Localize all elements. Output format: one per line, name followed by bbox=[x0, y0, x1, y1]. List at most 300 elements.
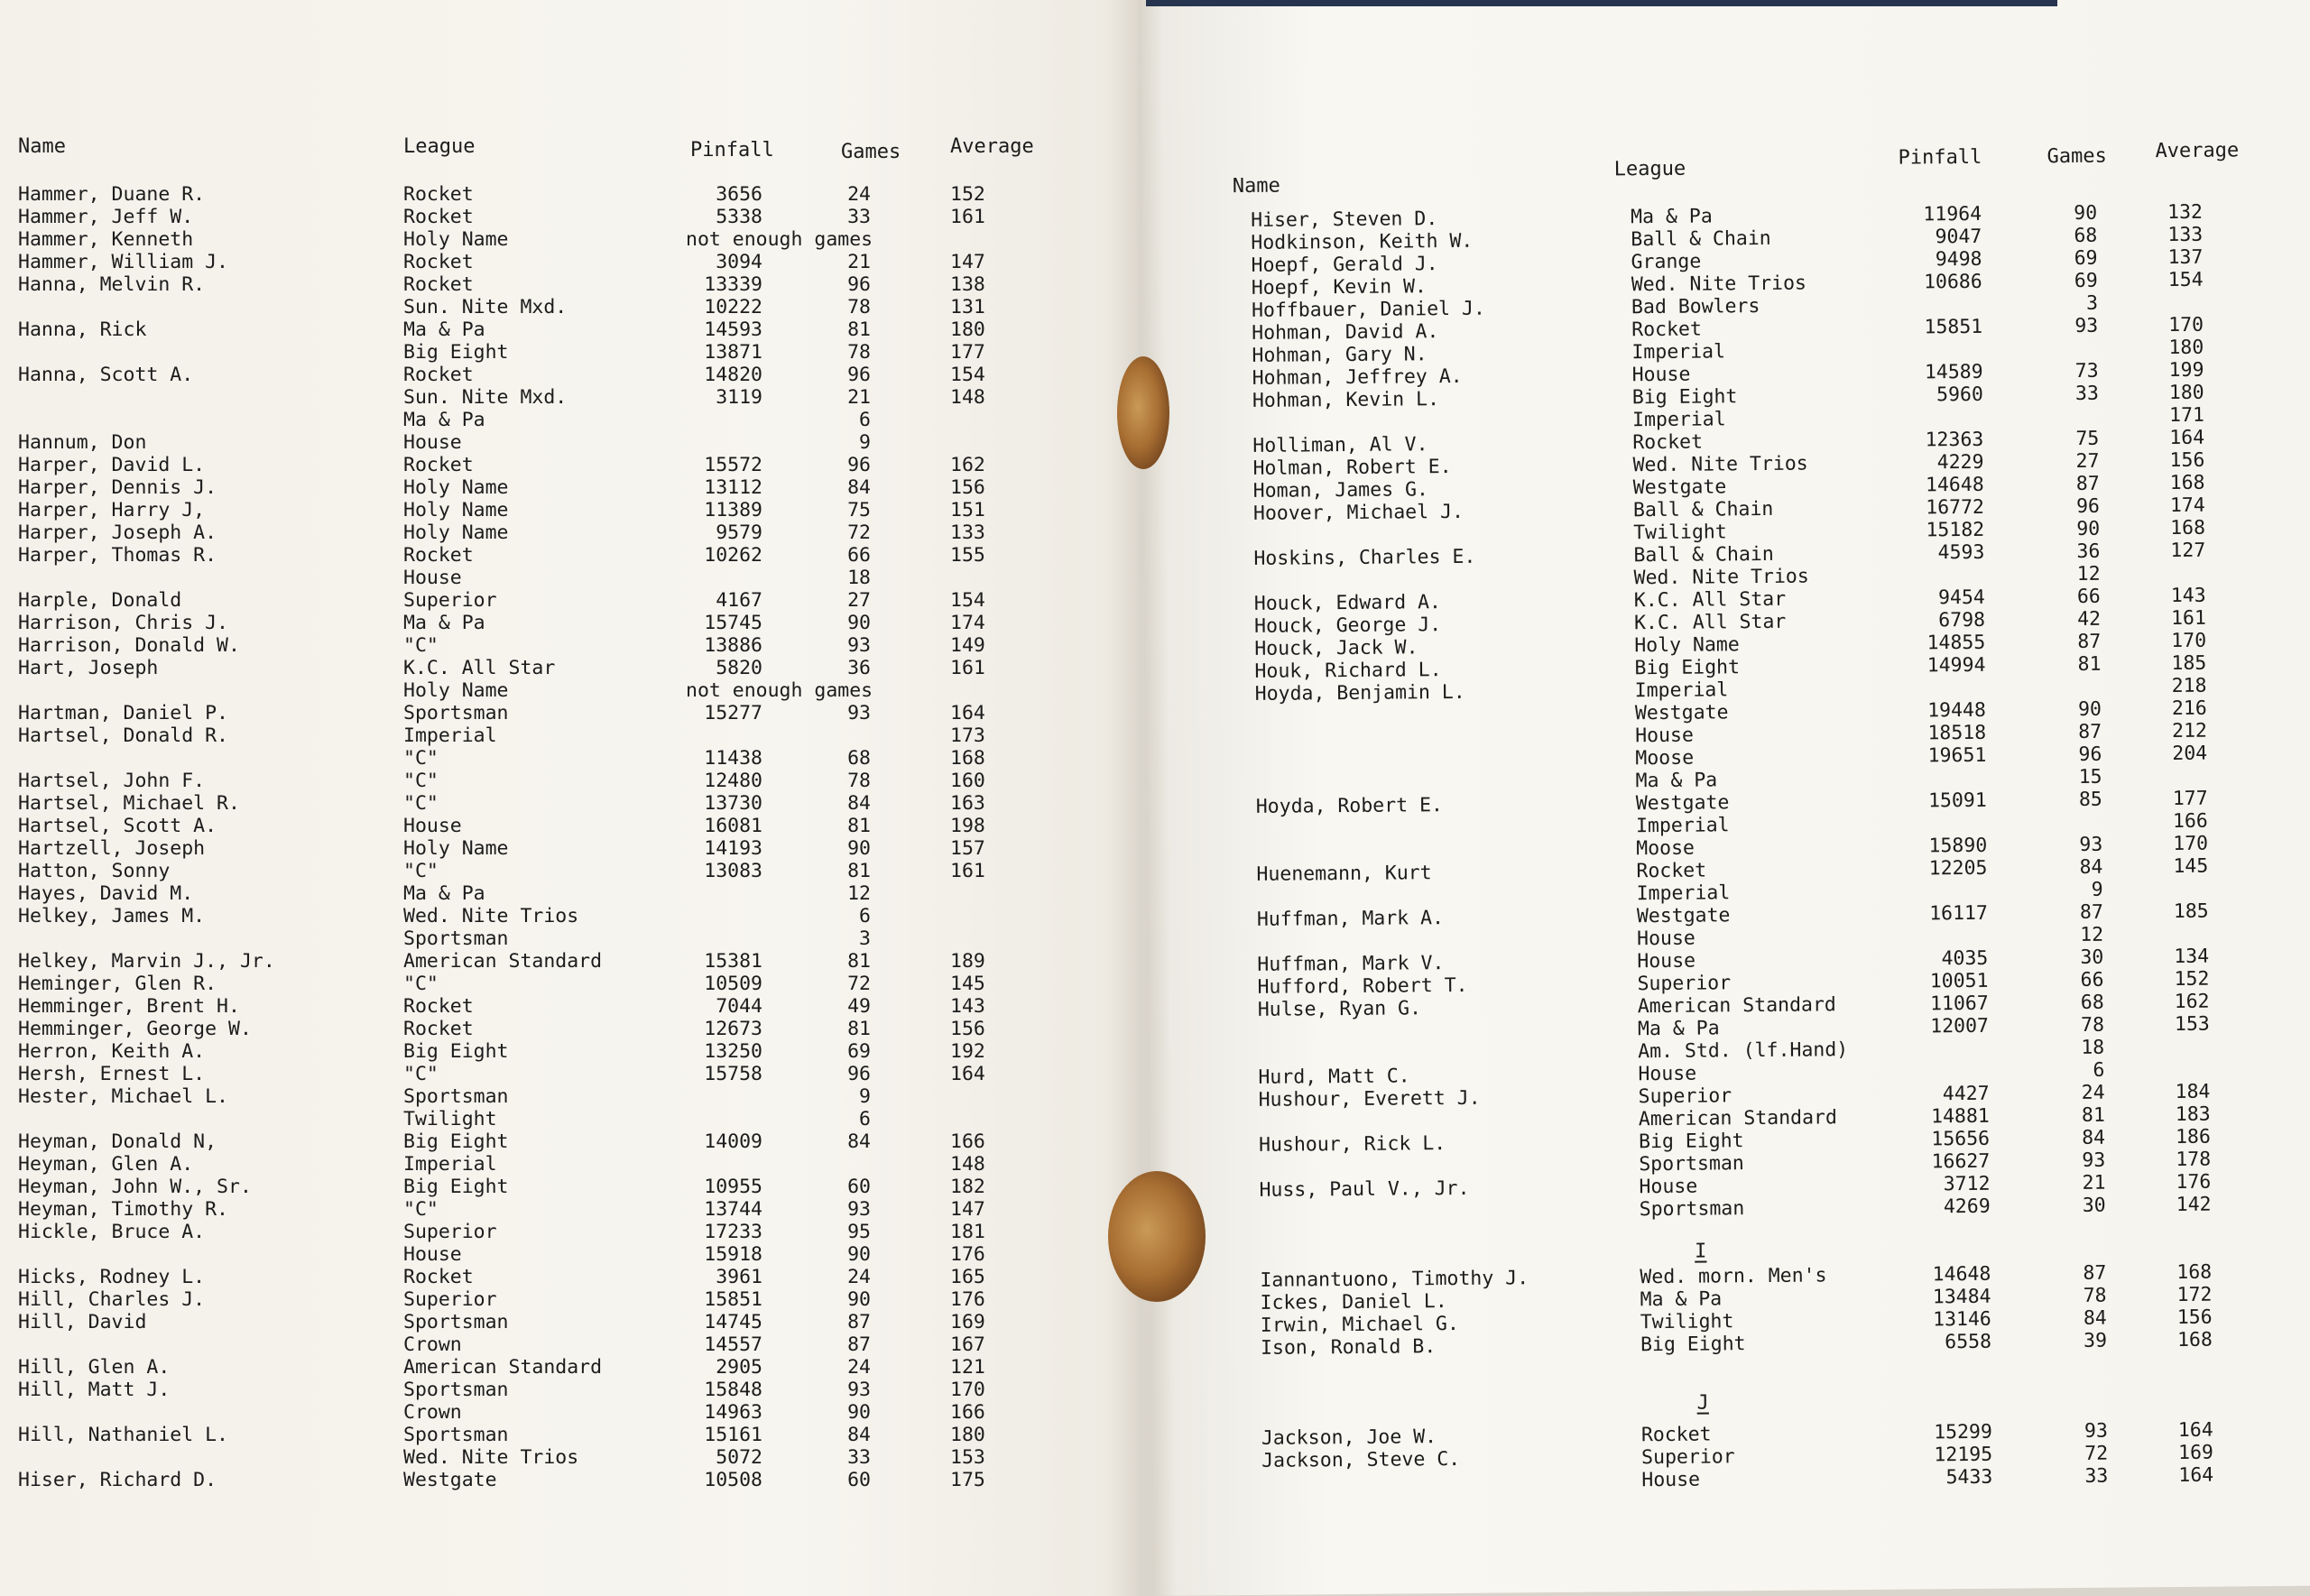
table-row bbox=[0, 386, 1139, 409]
pinfall-cell: 13250 bbox=[704, 1040, 762, 1063]
average-cell: 174 bbox=[950, 612, 985, 634]
league-cell: Rocket bbox=[1632, 430, 1704, 455]
average-cell: 156 bbox=[2176, 1305, 2213, 1330]
games-cell: 66 bbox=[2080, 968, 2104, 992]
pinfall-cell: 16772 bbox=[1926, 495, 1985, 520]
pinfall-cell: 12363 bbox=[1925, 428, 1984, 452]
games-cell: 96 bbox=[2075, 494, 2101, 518]
average-cell: 162 bbox=[2174, 990, 2210, 1014]
league-cell: Superior bbox=[1638, 1084, 1732, 1109]
pinfall-cell: 10955 bbox=[704, 1176, 762, 1198]
pinfall-cell: 16627 bbox=[1931, 1149, 1991, 1174]
average-cell: 155 bbox=[950, 544, 985, 567]
games-cell: 81 bbox=[847, 860, 871, 882]
name-cell: Homan, James G. bbox=[1252, 478, 1429, 503]
league-cell: Big Eight bbox=[1638, 1130, 1744, 1154]
games-cell: 81 bbox=[2077, 652, 2102, 676]
games-cell: 96 bbox=[847, 454, 871, 476]
games-cell: 39 bbox=[2084, 1329, 2108, 1352]
name-cell: Hiser, Steven D. bbox=[1251, 208, 1438, 232]
games-cell: 12 bbox=[847, 882, 871, 905]
name-cell: Harper, David L. bbox=[18, 454, 206, 476]
cover-edge bbox=[1146, 0, 2057, 6]
league-cell: Crown bbox=[403, 1401, 462, 1424]
name-cell: Jackson, Steve C. bbox=[1261, 1447, 1461, 1472]
average-cell: 164 bbox=[2177, 1418, 2213, 1443]
games-cell: 6 bbox=[859, 905, 871, 927]
average-cell: 184 bbox=[2175, 1080, 2211, 1104]
games-cell: 15 bbox=[2078, 765, 2102, 789]
table-row bbox=[0, 1198, 1139, 1221]
games-cell: 36 bbox=[847, 657, 871, 679]
pinfall-cell: 12205 bbox=[1928, 856, 1988, 881]
league-cell: Sportsman bbox=[403, 1379, 509, 1401]
name-cell: Hodkinson, Keith W. bbox=[1251, 229, 1474, 254]
average-cell: 162 bbox=[950, 454, 985, 476]
pinfall-cell: 15277 bbox=[704, 702, 762, 724]
average-cell: 170 bbox=[2171, 629, 2207, 653]
name-cell: Hiser, Richard D. bbox=[18, 1469, 217, 1491]
games-cell: 87 bbox=[847, 1333, 871, 1356]
table-row bbox=[0, 251, 1139, 273]
average-cell: 176 bbox=[2176, 1170, 2212, 1195]
league-cell: Sportsman bbox=[403, 702, 509, 724]
pinfall-cell bbox=[1902, 406, 1983, 407]
league-cell: Ma & Pa bbox=[403, 612, 485, 634]
games-cell: 78 bbox=[2080, 1013, 2105, 1037]
average-cell: 156 bbox=[950, 1018, 985, 1040]
average-cell: 216 bbox=[2171, 697, 2207, 721]
league-cell: Wed. morn. Men's bbox=[1640, 1264, 1827, 1289]
games-cell: 3 bbox=[2085, 291, 2099, 315]
table-row bbox=[0, 612, 1139, 634]
name-cell: Hohman, Kevin L. bbox=[1252, 388, 1440, 412]
pinfall-cell: 16081 bbox=[704, 815, 762, 837]
league-cell: Ball & Chain bbox=[1633, 542, 1774, 567]
average-cell: 153 bbox=[950, 1446, 985, 1469]
games-cell: 75 bbox=[2075, 427, 2100, 450]
table-row bbox=[0, 679, 1139, 702]
table-row bbox=[0, 995, 1139, 1018]
pinfall-cell: 4593 bbox=[1937, 540, 1985, 565]
average-cell: 168 bbox=[950, 747, 985, 770]
league-cell: K.C. All Star bbox=[403, 657, 556, 679]
games-cell: 90 bbox=[2077, 697, 2102, 721]
average-cell: 137 bbox=[2167, 245, 2204, 270]
games-cell: 87 bbox=[2083, 1261, 2107, 1285]
pinfall-cell: 3119 bbox=[716, 386, 762, 409]
name-cell: Holman, Robert E. bbox=[1252, 455, 1452, 480]
games-cell: 12 bbox=[2080, 923, 2104, 946]
pinfall-cell: 5433 bbox=[1945, 1465, 1993, 1490]
pinfall-cell: 4167 bbox=[716, 589, 762, 612]
games-cell: 87 bbox=[2075, 472, 2100, 495]
name-cell: Heyman, Glen A. bbox=[18, 1153, 194, 1176]
games-cell: 21 bbox=[847, 251, 871, 273]
league-cell: Big Eight bbox=[403, 1130, 509, 1153]
header-pinfall: Pinfall bbox=[1898, 145, 1982, 170]
pinfall-cell: 13886 bbox=[704, 634, 762, 657]
pinfall-cell: 14589 bbox=[1924, 360, 1983, 384]
pinfall-cell: 5338 bbox=[716, 206, 762, 228]
league-cell: Ma & Pa bbox=[403, 882, 485, 905]
league-cell: Grange bbox=[1631, 250, 1702, 274]
section-letter-i: I bbox=[1695, 1240, 1707, 1263]
pinfall-cell: 3094 bbox=[716, 251, 762, 273]
league-cell: Sportsman bbox=[403, 927, 509, 950]
name-cell: Hart, Joseph bbox=[18, 657, 159, 679]
table-row bbox=[0, 521, 1139, 544]
league-cell: Superior bbox=[1637, 972, 1732, 996]
name-cell: Huss, Paul V., Jr. bbox=[1259, 1176, 1470, 1202]
average-cell: 177 bbox=[950, 341, 985, 364]
average-cell: 164 bbox=[2169, 426, 2205, 450]
league-cell: "C" bbox=[403, 1198, 439, 1221]
league-cell: Imperial bbox=[403, 1153, 497, 1176]
league-cell: Big Eight bbox=[403, 341, 509, 364]
games-cell: 81 bbox=[847, 815, 871, 837]
table-row bbox=[0, 770, 1139, 792]
games-cell: 81 bbox=[847, 950, 871, 973]
league-cell: "C" bbox=[403, 1063, 439, 1085]
games-cell: 42 bbox=[2077, 607, 2102, 631]
pinfall-cell: 14648 bbox=[1932, 1262, 1991, 1287]
table-row bbox=[0, 544, 1139, 567]
games-cell: 6 bbox=[859, 1108, 871, 1130]
league-cell: Wed. Nite Trios bbox=[1633, 565, 1809, 590]
games-cell: 12 bbox=[2076, 562, 2101, 586]
name-cell: Hoover, Michael J. bbox=[1252, 500, 1465, 525]
league-cell: American Standard bbox=[403, 1356, 603, 1379]
average-cell: 185 bbox=[2171, 651, 2207, 676]
average-cell: 168 bbox=[2169, 471, 2205, 495]
league-cell: Bad Bowlers bbox=[1631, 295, 1760, 319]
pinfall-cell: 15381 bbox=[704, 950, 762, 973]
left-page bbox=[0, 0, 1139, 1596]
table-row bbox=[0, 364, 1139, 386]
pinfall-cell: 14009 bbox=[704, 1130, 762, 1153]
games-cell: 9 bbox=[859, 431, 871, 454]
average-cell: 180 bbox=[950, 1424, 985, 1446]
table-row bbox=[0, 1221, 1139, 1243]
pinfall-cell: 13112 bbox=[704, 476, 762, 499]
league-cell: "C" bbox=[403, 747, 439, 770]
league-cell: Rocket bbox=[403, 995, 474, 1018]
pinfall-cell bbox=[1901, 338, 1982, 339]
table-row bbox=[0, 724, 1139, 747]
name-cell: Hammer, William J. bbox=[18, 251, 228, 273]
average-cell: 177 bbox=[2172, 787, 2208, 811]
average-cell: 161 bbox=[950, 206, 985, 228]
pinfall-cell: 4229 bbox=[1936, 450, 1984, 475]
table-row bbox=[0, 431, 1139, 454]
average-cell: 154 bbox=[2167, 268, 2204, 292]
league-cell: House bbox=[1639, 1175, 1698, 1199]
pinfall-cell: 10508 bbox=[704, 1469, 762, 1491]
league-cell: Imperial bbox=[1636, 881, 1731, 906]
league-cell: American Standard bbox=[1637, 993, 1836, 1019]
table-row bbox=[0, 657, 1139, 679]
league-cell: Westgate bbox=[1632, 475, 1727, 500]
games-cell: 3 bbox=[859, 927, 871, 950]
league-cell: House bbox=[1637, 949, 1696, 973]
average-cell: 180 bbox=[950, 318, 985, 341]
league-cell: Rocket bbox=[1640, 1423, 1712, 1447]
pinfall-cell: 6798 bbox=[1938, 608, 1986, 632]
name-cell: Hemminger, Brent H. bbox=[18, 995, 240, 1018]
pinfall-cell: 19651 bbox=[1927, 743, 1987, 768]
games-cell: 96 bbox=[847, 273, 871, 296]
pinfall-cell bbox=[1906, 812, 1987, 813]
league-cell: Big Eight bbox=[1634, 656, 1741, 680]
league-cell: Wed. Nite Trios bbox=[1631, 272, 1807, 297]
pinfall-cell: 15745 bbox=[704, 612, 762, 634]
binding-stain-lower bbox=[1108, 1171, 1206, 1302]
average-cell: 160 bbox=[950, 770, 985, 792]
pinfall-cell bbox=[1903, 564, 1984, 565]
league-cell: Rocket bbox=[403, 544, 474, 567]
average-cell: 154 bbox=[950, 589, 985, 612]
games-cell: 93 bbox=[847, 702, 871, 724]
pinfall-cell: 15572 bbox=[704, 454, 762, 476]
table-row bbox=[0, 318, 1139, 341]
average-cell: 153 bbox=[2174, 1012, 2210, 1037]
table-row bbox=[0, 296, 1139, 318]
games-cell: 9 bbox=[2091, 878, 2103, 901]
name-cell: Hartman, Daniel P. bbox=[18, 702, 228, 724]
table-row bbox=[0, 1108, 1139, 1130]
header-games: Games bbox=[841, 141, 901, 163]
pinfall-cell: 13744 bbox=[704, 1198, 762, 1221]
games-cell: 90 bbox=[2074, 201, 2098, 225]
games-cell: 84 bbox=[847, 476, 871, 499]
name-cell: Houck, Edward A. bbox=[1253, 591, 1442, 615]
pinfall-cell bbox=[1908, 1060, 1989, 1061]
games-cell: 90 bbox=[847, 837, 871, 860]
league-cell: Holy Name bbox=[403, 228, 509, 251]
league-cell: Holy Name bbox=[403, 521, 509, 544]
league-cell: House bbox=[403, 1243, 462, 1266]
name-cell: Ison, Ronald B. bbox=[1260, 1335, 1437, 1360]
average-cell: 165 bbox=[950, 1266, 985, 1288]
table-row bbox=[0, 1288, 1139, 1311]
league-cell: Big Eight bbox=[1631, 385, 1738, 410]
games-cell: 90 bbox=[847, 1243, 871, 1266]
table-row bbox=[0, 1333, 1139, 1356]
name-cell: Irwin, Michael G. bbox=[1260, 1312, 1459, 1337]
name-cell: Heyman, John W., Sr. bbox=[18, 1176, 252, 1198]
games-cell: 24 bbox=[847, 1266, 871, 1288]
games-cell: 78 bbox=[2083, 1284, 2107, 1307]
games-cell: 21 bbox=[847, 386, 871, 409]
average-cell: 145 bbox=[2173, 854, 2209, 879]
right-page bbox=[1139, 0, 2310, 1596]
average-cell: 186 bbox=[2175, 1125, 2211, 1149]
header-pinfall: Pinfall bbox=[690, 139, 774, 161]
games-cell: 81 bbox=[847, 1018, 871, 1040]
games-cell: 24 bbox=[847, 1356, 871, 1379]
average-cell: 174 bbox=[2169, 494, 2205, 518]
league-cell: Twilight bbox=[1633, 521, 1727, 545]
pinfall-cell: 9579 bbox=[716, 521, 762, 544]
header-average: Average bbox=[2155, 139, 2240, 163]
name-cell: Hatton, Sonny bbox=[18, 860, 171, 882]
league-cell: Big Eight bbox=[403, 1040, 509, 1063]
pinfall-cell: 15161 bbox=[704, 1424, 762, 1446]
table-row bbox=[0, 476, 1139, 499]
name-cell: Hickle, Bruce A. bbox=[18, 1221, 206, 1243]
average-cell: 169 bbox=[2177, 1441, 2214, 1465]
header-league: League bbox=[403, 135, 476, 158]
league-cell: Superior bbox=[403, 1221, 497, 1243]
average-cell: 178 bbox=[2176, 1148, 2212, 1172]
league-cell: Sportsman bbox=[403, 1311, 509, 1333]
games-cell: 81 bbox=[847, 318, 871, 341]
name-cell: Hayes, David M. bbox=[18, 882, 194, 905]
average-cell: 151 bbox=[950, 499, 985, 521]
table-row bbox=[0, 341, 1139, 364]
pinfall-cell: 16117 bbox=[1929, 901, 1988, 926]
pinfall-cell: 15182 bbox=[1926, 518, 1985, 542]
average-cell: 170 bbox=[2168, 313, 2204, 337]
games-cell: 84 bbox=[2083, 1306, 2107, 1330]
pinfall-cell: 12480 bbox=[704, 770, 762, 792]
table-row bbox=[0, 950, 1139, 973]
games-cell: 69 bbox=[2074, 269, 2098, 292]
league-cell: Ma & Pa bbox=[1631, 205, 1713, 229]
games-cell: 24 bbox=[847, 183, 871, 206]
games-cell: 33 bbox=[2074, 382, 2099, 405]
average-cell: 127 bbox=[2170, 539, 2206, 563]
average-cell: 142 bbox=[2176, 1193, 2212, 1217]
games-cell: 84 bbox=[847, 1424, 871, 1446]
name-cell: Hoepf, Gerald J. bbox=[1251, 253, 1438, 277]
name-cell: Hill, Nathaniel L. bbox=[18, 1424, 228, 1446]
league-cell: Holy Name bbox=[1634, 633, 1740, 658]
games-cell: 6 bbox=[859, 409, 871, 431]
name-cell: Houck, Jack W. bbox=[1254, 636, 1418, 660]
average-cell: 133 bbox=[2167, 223, 2204, 247]
table-row bbox=[0, 702, 1139, 724]
average-cell: 169 bbox=[950, 1311, 985, 1333]
average-cell: 163 bbox=[950, 792, 985, 815]
name-cell: Hushour, Everett J. bbox=[1258, 1086, 1481, 1112]
games-cell: 68 bbox=[847, 747, 871, 770]
table-row bbox=[0, 1063, 1139, 1085]
name-cell: Heminger, Glen R. bbox=[18, 973, 217, 995]
table-row bbox=[0, 1018, 1139, 1040]
pinfall-cell: 14855 bbox=[1927, 631, 1986, 655]
name-cell: Houck, George J. bbox=[1253, 613, 1442, 638]
table-row bbox=[0, 1040, 1139, 1063]
league-cell: American Standard bbox=[403, 950, 603, 973]
league-cell: Moose bbox=[1636, 836, 1696, 861]
header-league: League bbox=[1613, 157, 1686, 181]
pinfall-cell: 11389 bbox=[704, 499, 762, 521]
league-cell: Rocket bbox=[1631, 318, 1702, 342]
average-cell: 168 bbox=[2170, 516, 2206, 540]
pinfall-cell: 12195 bbox=[1934, 1443, 1993, 1467]
pinfall-cell: 5820 bbox=[716, 657, 762, 679]
name-cell: Hester, Michael L. bbox=[18, 1085, 228, 1108]
games-cell: 84 bbox=[847, 1130, 871, 1153]
name-cell: Huenemann, Kurt bbox=[1256, 862, 1432, 886]
games-cell: 84 bbox=[2079, 855, 2103, 879]
pinfall-cell: 15890 bbox=[1928, 834, 1988, 858]
games-cell: 60 bbox=[847, 1176, 871, 1198]
games-cell: 93 bbox=[2082, 1149, 2106, 1172]
name-cell: Hill, Glen A. bbox=[18, 1356, 171, 1379]
games-cell: 93 bbox=[847, 634, 871, 657]
pinfall-cell: 15656 bbox=[1931, 1127, 1991, 1151]
table-row bbox=[0, 1424, 1139, 1446]
pinfall-cell: 14820 bbox=[704, 364, 762, 386]
league-cell: "C" bbox=[403, 860, 439, 882]
table-row bbox=[0, 837, 1139, 860]
table-row bbox=[0, 860, 1139, 882]
games-cell: 69 bbox=[2074, 246, 2098, 270]
average-cell: 154 bbox=[950, 364, 985, 386]
name-cell: Huffman, Mark V. bbox=[1257, 952, 1445, 976]
games-cell: 72 bbox=[2084, 1442, 2109, 1465]
games-cell: 90 bbox=[847, 612, 871, 634]
name-cell: Hersh, Ernest L. bbox=[18, 1063, 206, 1085]
average-cell: 138 bbox=[950, 273, 985, 296]
league-cell: "C" bbox=[403, 634, 439, 657]
name-cell: Iannantuono, Timothy J. bbox=[1260, 1267, 1529, 1292]
name-cell: Herron, Keith A. bbox=[18, 1040, 206, 1063]
games-cell: 9 bbox=[859, 1085, 871, 1108]
league-cell: American Standard bbox=[1638, 1106, 1838, 1131]
average-cell: 152 bbox=[2174, 967, 2210, 992]
table-row bbox=[0, 1176, 1139, 1198]
league-cell: "C" bbox=[403, 792, 439, 815]
pinfall-cell: 15299 bbox=[1934, 1420, 1992, 1444]
league-cell: K.C. All Star bbox=[1633, 587, 1787, 613]
name-cell: Hoepf, Kevin W. bbox=[1251, 275, 1428, 300]
average-cell: 180 bbox=[2168, 336, 2204, 360]
games-cell: 27 bbox=[847, 589, 871, 612]
games-cell: 90 bbox=[847, 1288, 871, 1311]
games-cell: 68 bbox=[2074, 224, 2098, 247]
pinfall-cell: 17233 bbox=[704, 1221, 762, 1243]
table-row bbox=[0, 973, 1139, 995]
table-row bbox=[0, 815, 1139, 837]
league-cell: Holy Name bbox=[403, 679, 509, 702]
pinfall-cell: not enough games bbox=[686, 679, 873, 702]
league-cell: House bbox=[1635, 724, 1694, 748]
league-cell: Ma & Pa bbox=[1637, 1017, 1720, 1041]
name-cell: Hartsel, Donald R. bbox=[18, 724, 228, 747]
games-cell: 18 bbox=[847, 567, 871, 589]
pinfall-cell: 12673 bbox=[704, 1018, 762, 1040]
average-cell: 131 bbox=[950, 296, 985, 318]
table-row bbox=[0, 567, 1139, 589]
name-cell: Heyman, Donald N, bbox=[18, 1130, 217, 1153]
pinfall-cell: 4269 bbox=[1943, 1195, 1991, 1219]
name-cell: Hurd, Matt C. bbox=[1258, 1065, 1410, 1089]
name-cell: Harper, Joseph A. bbox=[18, 521, 217, 544]
games-cell: 84 bbox=[2082, 1126, 2106, 1149]
name-cell: Hohman, Jeffrey A. bbox=[1252, 364, 1463, 390]
average-cell: 145 bbox=[950, 973, 985, 995]
table-row bbox=[0, 1356, 1139, 1379]
games-cell: 93 bbox=[2079, 833, 2103, 856]
league-cell: Ma & Pa bbox=[1635, 769, 1718, 793]
average-cell: 185 bbox=[2173, 899, 2209, 924]
games-cell: 66 bbox=[847, 544, 871, 567]
name-cell: Hemminger, George W. bbox=[18, 1018, 252, 1040]
